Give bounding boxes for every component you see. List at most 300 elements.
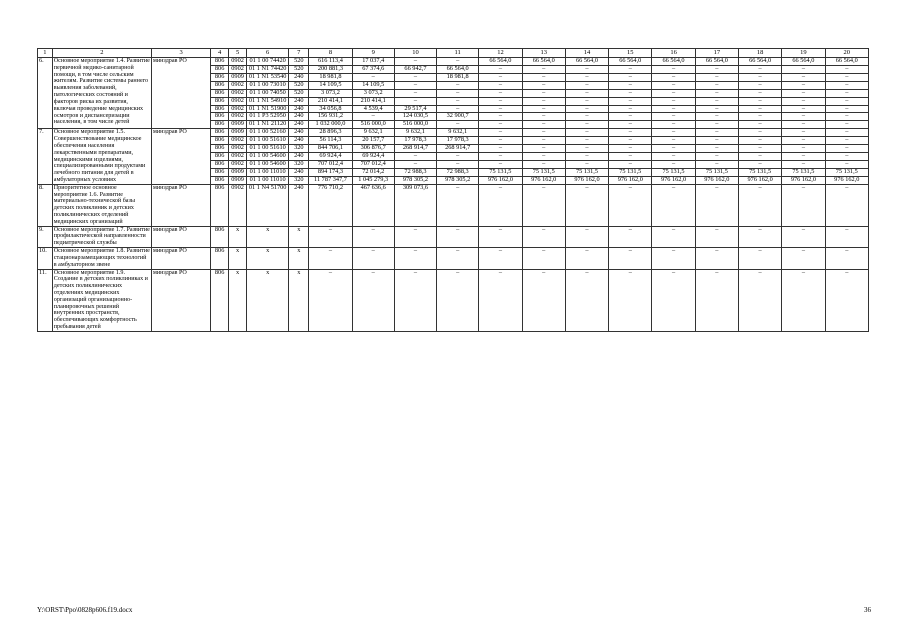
- table-cell: 18 981,8: [309, 73, 352, 81]
- table-cell: 20 157,7: [352, 137, 394, 145]
- table-cell: 66 564,0: [825, 58, 868, 66]
- table-cell: –: [825, 248, 868, 269]
- table-cell: –: [825, 121, 868, 129]
- table-cell: –: [609, 129, 652, 137]
- table-cell: –: [352, 269, 394, 331]
- table-cell: 01 1 00 52160: [247, 129, 289, 137]
- table-cell: 976 162,0: [825, 176, 868, 184]
- table-cell: –: [479, 137, 522, 145]
- executor: минздрав РО: [152, 184, 211, 226]
- table-cell: –: [479, 73, 522, 81]
- table-row: [38, 269, 869, 331]
- table-cell: 3 073,2: [352, 89, 394, 97]
- table-cell: 0902: [229, 58, 247, 66]
- table-cell: 776 710,2: [309, 184, 352, 226]
- table-cell: 66 564,0: [695, 58, 738, 66]
- table-cell: –: [522, 121, 565, 129]
- table-cell: –: [695, 97, 738, 105]
- table-cell: –: [522, 97, 565, 105]
- measure-description: Основное мероприятие 1.4. Развитие первичной медико-санитарной помощи, в том числе сельским жителям. Развитие системы раннего выявления заболеваний, патологических состояний и факторов риска их развития, включая проведение медицинских осмотров и диспансеризации населения, в том числе детей: [52, 58, 151, 129]
- table-cell: –: [394, 160, 436, 168]
- table-cell: 3 073,2: [309, 89, 352, 97]
- table-cell: –: [652, 269, 695, 331]
- table-cell: 0902: [229, 145, 247, 153]
- table-cell: 0902: [229, 160, 247, 168]
- column-number-14: 14: [565, 49, 608, 58]
- table-cell: 14 109,5: [352, 81, 394, 89]
- table-cell: –: [394, 97, 436, 105]
- row-number: 7.: [38, 129, 53, 185]
- table-cell: 616 113,4: [309, 58, 352, 66]
- table-cell: –: [565, 65, 608, 73]
- measure-description: Основное мероприятие 1.5. Совершенствование медицинское обеспечения населения лекарственными препаратами, медицинскими изделиями, специализированными продуктами лечебного питания для детей в амбулаторных условиях: [52, 129, 151, 185]
- table-cell: –: [437, 89, 479, 97]
- table-cell: 1 032 000,0: [309, 121, 352, 129]
- table-cell: 976 162,0: [522, 176, 565, 184]
- table-cell: –: [782, 121, 825, 129]
- table-cell: –: [522, 248, 565, 269]
- table-cell: –: [565, 137, 608, 145]
- footer-file-path: Y:\ORST\Ppo\0828p606.f19.docx: [37, 606, 133, 614]
- table-cell: 240: [289, 113, 309, 121]
- table-cell: 806: [211, 58, 229, 66]
- table-cell: –: [782, 65, 825, 73]
- table-cell: 11 787 347,7: [309, 176, 352, 184]
- table-cell: –: [394, 81, 436, 89]
- column-number-16: 16: [652, 49, 695, 58]
- table-cell: 0902: [229, 113, 247, 121]
- table-cell: 806: [211, 153, 229, 161]
- table-cell: 4 539,4: [352, 105, 394, 113]
- table-cell: –: [522, 226, 565, 247]
- table-cell: 0902: [229, 89, 247, 97]
- table-cell: –: [825, 97, 868, 105]
- table-cell: –: [609, 137, 652, 145]
- table-cell: –: [437, 58, 479, 66]
- column-number-6: 6: [247, 49, 289, 58]
- table-cell: 75 131,5: [782, 168, 825, 176]
- executor: минздрав РО: [152, 269, 211, 331]
- table-cell: 32 900,7: [437, 113, 479, 121]
- table-cell: –: [738, 184, 781, 226]
- table-cell: 240: [289, 184, 309, 226]
- table-cell: –: [825, 113, 868, 121]
- table-cell: –: [652, 121, 695, 129]
- table-cell: –: [394, 226, 436, 247]
- table-cell: –: [652, 153, 695, 161]
- table-cell: –: [609, 184, 652, 226]
- table-cell: 520: [289, 89, 309, 97]
- table-cell: –: [825, 129, 868, 137]
- table-cell: 29 517,4: [394, 105, 436, 113]
- table-cell: х: [229, 226, 247, 247]
- table-cell: 806: [211, 145, 229, 153]
- table-cell: –: [738, 129, 781, 137]
- column-number-12: 12: [479, 49, 522, 58]
- table-cell: 707 012,4: [352, 160, 394, 168]
- table-cell: 320: [289, 160, 309, 168]
- table-cell: 0909: [229, 121, 247, 129]
- table-cell: 72 988,3: [394, 168, 436, 176]
- table-cell: –: [479, 160, 522, 168]
- table-cell: 976 162,0: [479, 176, 522, 184]
- table-cell: 75 131,5: [479, 168, 522, 176]
- table-cell: –: [695, 65, 738, 73]
- measure-description: Приоритетное основное мероприятие 1.6. Развитие материально-технической базы детских поликлиник и детских поликлинических отделений медицинских организаций: [52, 184, 151, 226]
- table-cell: –: [522, 89, 565, 97]
- table-cell: –: [309, 269, 352, 331]
- column-number-15: 15: [609, 49, 652, 58]
- table-cell: 72 988,3: [437, 168, 479, 176]
- table-cell: –: [652, 160, 695, 168]
- table-cell: 976 162,0: [782, 176, 825, 184]
- table-cell: 0909: [229, 73, 247, 81]
- table-cell: –: [609, 89, 652, 97]
- table-cell: –: [652, 97, 695, 105]
- measure-description: Основное мероприятие 1.9. Создание в детских поликлиниках и детских поликлинических отделениях медицинских организаций организационно-планировочных решений внутренних пространств, обеспечивающих комфортность пребывания детей: [52, 269, 151, 331]
- table-cell: –: [782, 248, 825, 269]
- table-cell: –: [565, 97, 608, 105]
- table-cell: 66 564,0: [437, 65, 479, 73]
- table-cell: 75 131,5: [522, 168, 565, 176]
- executor: минздрав РО: [152, 248, 211, 269]
- table-cell: 806: [211, 168, 229, 176]
- table-cell: 976 162,0: [652, 176, 695, 184]
- table-cell: –: [565, 145, 608, 153]
- table-cell: 28 896,3: [309, 129, 352, 137]
- table-cell: х: [289, 226, 309, 247]
- table-cell: 306 876,7: [352, 145, 394, 153]
- table-cell: 66 564,0: [479, 58, 522, 66]
- table-cell: 34 056,8: [309, 105, 352, 113]
- table-cell: 978 305,2: [394, 176, 436, 184]
- table-cell: –: [825, 105, 868, 113]
- table-cell: 66 564,0: [738, 58, 781, 66]
- table-cell: –: [652, 248, 695, 269]
- table-cell: 806: [211, 160, 229, 168]
- table-cell: –: [782, 97, 825, 105]
- table-cell: –: [522, 137, 565, 145]
- table-cell: –: [479, 89, 522, 97]
- table-cell: –: [695, 89, 738, 97]
- table-cell: 0909: [229, 176, 247, 184]
- table-cell: 14 109,5: [309, 81, 352, 89]
- table-cell: 0909: [229, 129, 247, 137]
- row-number: 8.: [38, 184, 53, 226]
- table-cell: –: [825, 65, 868, 73]
- table-cell: –: [825, 184, 868, 226]
- table-cell: 240: [289, 137, 309, 145]
- table-cell: 520: [289, 81, 309, 89]
- table-cell: 01 1 P3 52950: [247, 113, 289, 121]
- table-cell: –: [609, 269, 652, 331]
- table-cell: –: [565, 113, 608, 121]
- table-cell: –: [437, 160, 479, 168]
- table-cell: –: [609, 113, 652, 121]
- table-cell: –: [565, 184, 608, 226]
- table-cell: –: [565, 248, 608, 269]
- row-number: 9.: [38, 226, 53, 247]
- table-cell: –: [394, 89, 436, 97]
- table-cell: –: [738, 145, 781, 153]
- table-cell: 806: [211, 248, 229, 269]
- table-cell: –: [609, 248, 652, 269]
- table-cell: 516 000,0: [394, 121, 436, 129]
- table-cell: –: [437, 97, 479, 105]
- table-cell: 75 131,5: [738, 168, 781, 176]
- table-cell: –: [479, 269, 522, 331]
- table-cell: –: [738, 89, 781, 97]
- table-cell: –: [782, 137, 825, 145]
- table-cell: –: [738, 113, 781, 121]
- table-cell: –: [695, 121, 738, 129]
- table-body: [38, 58, 869, 332]
- table-cell: 978 305,2: [437, 176, 479, 184]
- table-cell: –: [782, 153, 825, 161]
- table-row: [38, 226, 869, 247]
- table-cell: х: [289, 269, 309, 331]
- table-cell: –: [652, 81, 695, 89]
- table-cell: 66 942,7: [394, 65, 436, 73]
- table-cell: 240: [289, 105, 309, 113]
- table-cell: –: [479, 129, 522, 137]
- table-cell: –: [825, 145, 868, 153]
- table-cell: 75 131,5: [695, 168, 738, 176]
- table-cell: –: [695, 113, 738, 121]
- table-cell: –: [437, 269, 479, 331]
- table-cell: –: [652, 137, 695, 145]
- table-cell: –: [738, 137, 781, 145]
- table-cell: –: [352, 248, 394, 269]
- column-number-5: 5: [229, 49, 247, 58]
- table-cell: –: [825, 81, 868, 89]
- table-cell: –: [479, 184, 522, 226]
- table-cell: –: [825, 269, 868, 331]
- table-cell: 01 1 00 54600: [247, 153, 289, 161]
- column-number-11: 11: [437, 49, 479, 58]
- table-cell: 0902: [229, 65, 247, 73]
- table-cell: –: [522, 145, 565, 153]
- table-cell: 56 114,3: [309, 137, 352, 145]
- table-cell: 17 978,3: [394, 137, 436, 145]
- table-cell: 240: [289, 73, 309, 81]
- table-cell: –: [782, 226, 825, 247]
- table-cell: –: [352, 113, 394, 121]
- table-cell: 156 931,2: [309, 113, 352, 121]
- table-cell: 69 924,4: [309, 153, 352, 161]
- table-cell: –: [695, 129, 738, 137]
- table-cell: –: [652, 89, 695, 97]
- table-cell: –: [738, 105, 781, 113]
- budget-table: [37, 48, 869, 332]
- table-cell: 976 162,0: [738, 176, 781, 184]
- column-number-18: 18: [738, 49, 781, 58]
- column-number-10: 10: [394, 49, 436, 58]
- table-cell: –: [695, 73, 738, 81]
- table-cell: 0902: [229, 81, 247, 89]
- table-cell: 01 1 N1 74420: [247, 65, 289, 73]
- table-cell: х: [247, 248, 289, 269]
- table-cell: –: [825, 160, 868, 168]
- table-cell: 67 374,6: [352, 65, 394, 73]
- table-cell: 1 045 279,3: [352, 176, 394, 184]
- table-cell: 01 1 00 73010: [247, 81, 289, 89]
- column-number-7: 7: [289, 49, 309, 58]
- table-cell: 01 1 00 11010: [247, 168, 289, 176]
- table-cell: 320: [289, 145, 309, 153]
- table-cell: –: [695, 184, 738, 226]
- table-cell: х: [247, 269, 289, 331]
- table-cell: 240: [289, 121, 309, 129]
- table-cell: 200 881,3: [309, 65, 352, 73]
- table-row: [38, 184, 869, 226]
- table-cell: –: [479, 121, 522, 129]
- table-cell: –: [782, 269, 825, 331]
- table-cell: –: [782, 184, 825, 226]
- table-row: [38, 248, 869, 269]
- table-cell: –: [352, 226, 394, 247]
- table-cell: –: [609, 73, 652, 81]
- table-cell: –: [652, 73, 695, 81]
- table-cell: 309 073,6: [394, 184, 436, 226]
- table-cell: 01 1 N1 51900: [247, 105, 289, 113]
- table-cell: –: [609, 153, 652, 161]
- table-cell: –: [352, 73, 394, 81]
- table-row: [38, 129, 869, 137]
- table-cell: 806: [211, 97, 229, 105]
- table-cell: 210 414,1: [309, 97, 352, 105]
- table-cell: 17 037,4: [352, 58, 394, 66]
- table-cell: –: [825, 153, 868, 161]
- column-number-3: 3: [152, 49, 211, 58]
- column-number-17: 17: [695, 49, 738, 58]
- table-cell: –: [782, 89, 825, 97]
- table-cell: –: [695, 226, 738, 247]
- table-cell: –: [695, 160, 738, 168]
- table-cell: –: [437, 153, 479, 161]
- table-cell: –: [479, 145, 522, 153]
- table-cell: –: [437, 248, 479, 269]
- table-cell: 806: [211, 65, 229, 73]
- table-cell: –: [522, 105, 565, 113]
- table-cell: –: [565, 226, 608, 247]
- table-cell: 806: [211, 269, 229, 331]
- table-cell: 240: [289, 97, 309, 105]
- page-number: 36: [864, 606, 871, 614]
- table-cell: –: [782, 145, 825, 153]
- table-cell: –: [738, 121, 781, 129]
- table-cell: 520: [289, 58, 309, 66]
- table-cell: –: [437, 184, 479, 226]
- table-cell: –: [394, 248, 436, 269]
- table-cell: х: [229, 248, 247, 269]
- table-cell: –: [738, 81, 781, 89]
- table-cell: –: [738, 97, 781, 105]
- table-cell: –: [565, 81, 608, 89]
- table-cell: –: [609, 226, 652, 247]
- table-cell: –: [695, 153, 738, 161]
- table-cell: 66 564,0: [609, 58, 652, 66]
- table-cell: –: [565, 73, 608, 81]
- table-cell: –: [479, 97, 522, 105]
- executor: минздрав РО: [152, 58, 211, 129]
- table-cell: 806: [211, 121, 229, 129]
- column-number-13: 13: [522, 49, 565, 58]
- table-cell: 268 914,7: [437, 145, 479, 153]
- table-cell: 01 1 00 54600: [247, 160, 289, 168]
- table-cell: 75 131,5: [652, 168, 695, 176]
- table-cell: –: [522, 113, 565, 121]
- table-cell: 01 1 00 11010: [247, 176, 289, 184]
- table-cell: –: [565, 160, 608, 168]
- table-cell: –: [565, 129, 608, 137]
- table-cell: 516 000,0: [352, 121, 394, 129]
- table-cell: 75 131,5: [609, 168, 652, 176]
- table-cell: –: [609, 81, 652, 89]
- table-cell: 806: [211, 73, 229, 81]
- table-cell: 01 1 00 51610: [247, 145, 289, 153]
- table-cell: 0909: [229, 168, 247, 176]
- table-cell: 66 564,0: [782, 58, 825, 66]
- table-cell: –: [738, 73, 781, 81]
- table-cell: –: [479, 248, 522, 269]
- executor: минздрав РО: [152, 226, 211, 247]
- table-cell: –: [394, 153, 436, 161]
- table-cell: 72 014,2: [352, 168, 394, 176]
- row-number: 10.: [38, 248, 53, 269]
- table-cell: 806: [211, 176, 229, 184]
- table-cell: 124 030,5: [394, 113, 436, 121]
- table-cell: 844 706,1: [309, 145, 352, 153]
- table-cell: 66 564,0: [652, 58, 695, 66]
- table-cell: –: [695, 145, 738, 153]
- table-cell: 467 636,6: [352, 184, 394, 226]
- table-cell: –: [437, 105, 479, 113]
- table-cell: 75 131,5: [565, 168, 608, 176]
- table-cell: –: [394, 269, 436, 331]
- table-cell: 240: [289, 168, 309, 176]
- table-cell: 75 131,5: [825, 168, 868, 176]
- table-cell: 894 174,3: [309, 168, 352, 176]
- table-cell: 976 162,0: [609, 176, 652, 184]
- table-cell: –: [782, 129, 825, 137]
- table-cell: 268 914,7: [394, 145, 436, 153]
- table-cell: –: [609, 121, 652, 129]
- table-cell: 66 564,0: [565, 58, 608, 66]
- table-cell: –: [522, 184, 565, 226]
- column-number-2: 2: [52, 49, 151, 58]
- table-cell: –: [738, 226, 781, 247]
- table-cell: 01 1 N1 21120: [247, 121, 289, 129]
- table-cell: 806: [211, 129, 229, 137]
- table-cell: –: [309, 248, 352, 269]
- table-cell: 9 632,1: [394, 129, 436, 137]
- table-cell: –: [695, 269, 738, 331]
- table-cell: –: [522, 81, 565, 89]
- table-cell: –: [609, 65, 652, 73]
- column-number-4: 4: [211, 49, 229, 58]
- table-cell: –: [782, 73, 825, 81]
- table-cell: –: [437, 81, 479, 89]
- table-cell: –: [825, 89, 868, 97]
- column-number-8: 8: [309, 49, 352, 58]
- table-cell: –: [522, 73, 565, 81]
- table-cell: –: [695, 248, 738, 269]
- table-cell: х: [247, 226, 289, 247]
- table-cell: –: [437, 121, 479, 129]
- table-cell: –: [782, 105, 825, 113]
- table-cell: –: [782, 81, 825, 89]
